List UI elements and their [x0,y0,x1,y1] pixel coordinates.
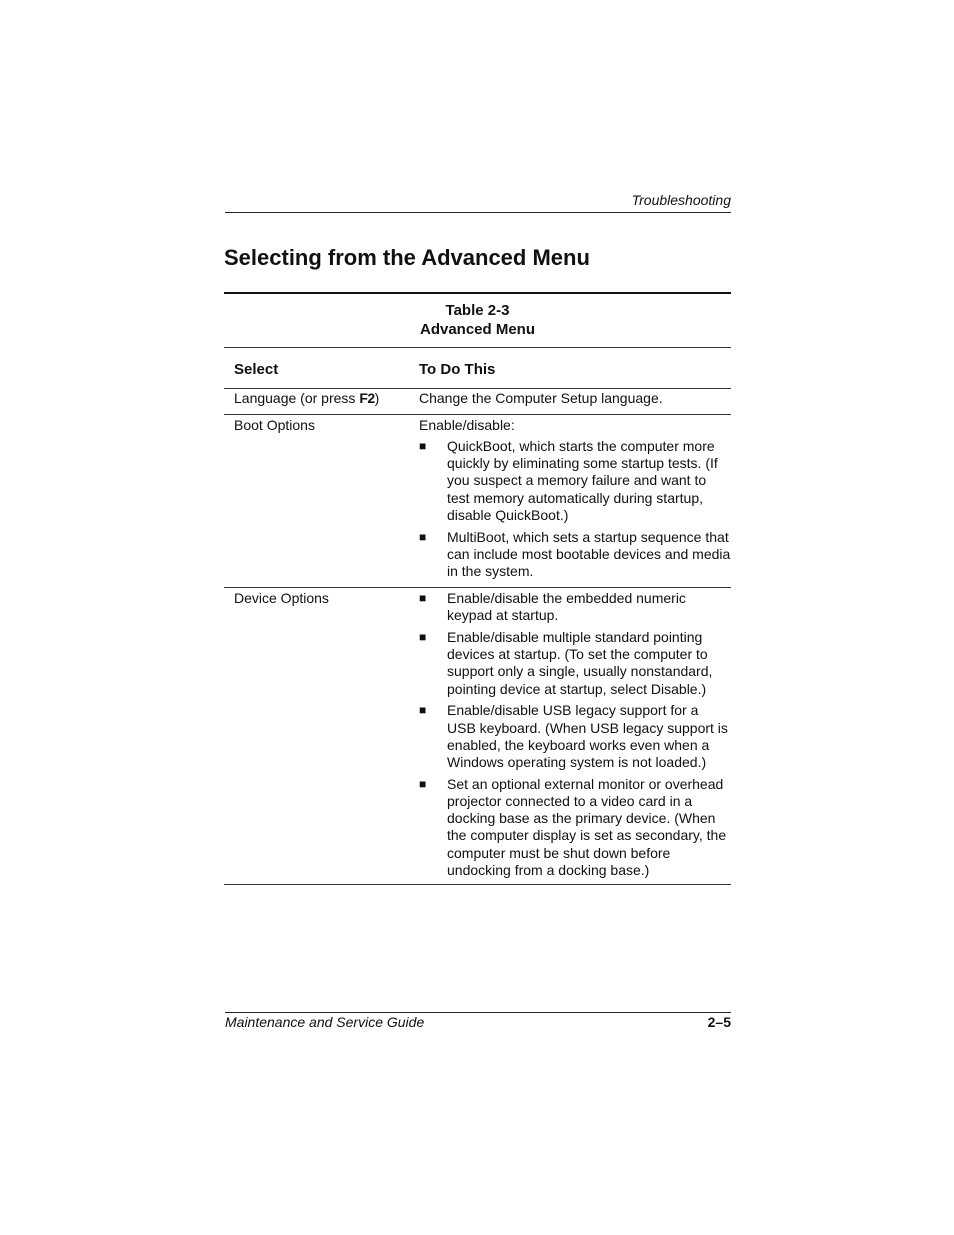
column-header-select: Select [234,361,279,378]
list-item [419,438,731,524]
table-rule [224,414,731,415]
row-device-options-select: Device Options [234,590,329,606]
table-rule [224,587,731,588]
list-item [419,590,731,624]
device-options-list [419,590,731,884]
list-item [419,629,731,698]
list-item-text: QuickBoot, which starts the computer more quickly by eliminating some startup tests. (If you suspect a memory failure and want to test memory automatically during startup, disable QuickBoot.) [447,438,718,523]
list-item-text: Enable/disable USB legacy support for a USB keyboard. (When USB legacy support is enabled, the keyboard works even when a Windows operating system is not loaded.) [447,702,728,771]
table-top-rule [224,292,731,294]
boot-options-list [419,438,731,585]
bullet-square-icon: ■ [419,630,427,644]
bullet-square-icon: ■ [419,591,427,605]
footer-title: Maintenance and Service Guide [225,1014,425,1030]
select-text: Language (or press [234,390,360,406]
row-language-description: Change the Computer Setup language. [419,390,663,406]
table-caption-number: Table 2-3 [445,302,510,319]
table-rule [224,347,731,348]
list-item-text: MultiBoot, which sets a startup sequence that can include most bootable devices and media in the system. [447,528,731,580]
list-item-text: Enable/disable multiple standard pointing devices at startup. (To set the computer to support only a single, usually nonstandard, pointing device at startup, select Disable.) [447,629,713,697]
header-rule [225,212,731,213]
select-text: ) [374,390,380,406]
row-boot-options-select: Boot Options [234,417,315,433]
footer-rule [225,1012,731,1013]
row-language-select [234,390,379,407]
bullet-square-icon: ■ [419,776,427,791]
bullet-square-icon: ■ [419,703,427,718]
list-item-text: Set an optional external monitor or overhead projector connected to a video card in a docking base as the primary device. (When the computer display is set as secondary, the computer must be shut down before undocking from a docking base.) [447,775,727,878]
list-item [419,529,731,581]
column-header-to-do-this: To Do This [419,361,496,378]
running-head: Troubleshooting [631,192,731,208]
bullet-square-icon: ■ [419,529,427,544]
bullet-square-icon: ■ [419,439,427,453]
list-item [419,776,731,879]
table-caption [224,301,731,339]
table-bottom-rule [224,884,731,885]
page-number: 2–5 [707,1014,731,1030]
table-caption-title: Advanced Menu [419,321,536,338]
section-title: Selecting from the Advanced Menu [224,245,590,270]
list-item [419,702,731,771]
row-boot-options-intro: Enable/disable: [419,417,515,433]
table-rule [224,388,731,389]
f2-key: F2 [359,390,375,406]
list-item-text: Enable/disable the embedded numeric keypad at startup. [447,590,686,624]
